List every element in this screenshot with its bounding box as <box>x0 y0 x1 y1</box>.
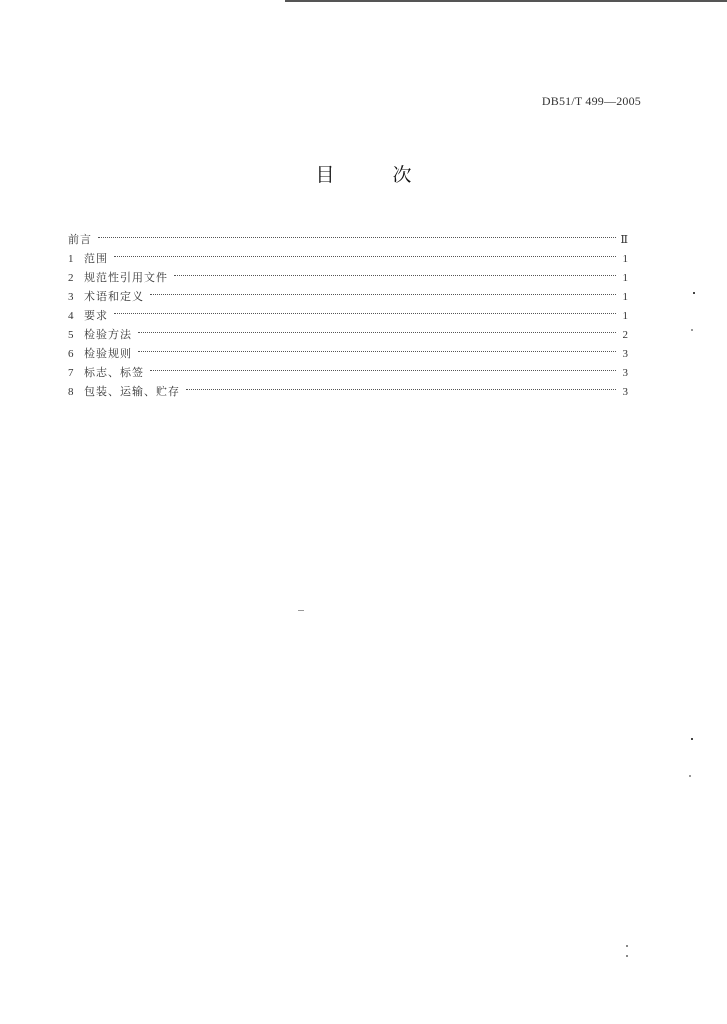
table-of-contents <box>68 224 628 398</box>
toc-entry-label: 规范性引用文件 <box>84 271 168 284</box>
toc-title-char-2: 次 <box>392 164 412 186</box>
toc-entry-page: 1 <box>622 253 628 265</box>
toc-entry-number: 3 <box>68 291 74 303</box>
toc-entry-normative-references[interactable] <box>68 262 628 284</box>
toc-entry-number: 5 <box>68 329 74 341</box>
toc-leader-dots <box>150 281 618 300</box>
top-edge-rule <box>285 0 727 2</box>
toc-entry-requirements[interactable] <box>68 300 628 322</box>
scan-speck <box>689 775 691 777</box>
toc-entry-scope[interactable] <box>68 243 628 265</box>
toc-entry-label: 前言 <box>68 233 92 246</box>
toc-entry-label: 检验规则 <box>84 347 132 360</box>
toc-entry-label: 包装、运输、贮存 <box>84 385 180 398</box>
toc-entry-page: 1 <box>622 272 628 284</box>
scan-speck <box>693 292 695 294</box>
document-code: DB51/T 499—2005 <box>541 94 641 108</box>
toc-title-char-1: 目 <box>315 164 335 186</box>
toc-entry-page: 3 <box>622 348 628 360</box>
toc-entry-number: 7 <box>68 367 74 379</box>
toc-entry-label: 检验方法 <box>84 328 132 341</box>
toc-entry-page: 1 <box>622 310 628 322</box>
toc-entry-label: 要求 <box>84 309 108 322</box>
toc-entry-label: 术语和定义 <box>84 290 144 303</box>
scan-speck <box>626 955 628 957</box>
toc-leader-dots <box>114 300 618 319</box>
toc-entry-inspection-rules[interactable] <box>68 338 628 360</box>
toc-entry-page: 1 <box>622 291 628 303</box>
toc-entry-foreword[interactable] <box>68 224 628 246</box>
scan-speck <box>298 610 304 611</box>
toc-leader-dots <box>174 262 618 281</box>
scan-speck <box>691 738 693 740</box>
toc-entry-page: 3 <box>622 367 628 379</box>
toc-entry-number: 4 <box>68 310 74 322</box>
toc-entry-terms-definitions[interactable] <box>68 281 628 303</box>
toc-title <box>0 160 727 187</box>
toc-entry-page: 3 <box>622 386 628 398</box>
toc-entry-page: 2 <box>622 329 628 341</box>
toc-entry-page: Ⅱ <box>620 234 628 246</box>
toc-leader-dots <box>150 357 618 376</box>
toc-entry-label: 标志、标签 <box>84 366 144 379</box>
toc-entry-number: 6 <box>68 348 74 360</box>
toc-entry-number: 2 <box>68 272 74 284</box>
toc-leader-dots <box>186 376 618 395</box>
toc-entry-test-methods[interactable] <box>68 319 628 341</box>
toc-leader-dots <box>138 338 618 357</box>
toc-leader-dots <box>114 243 618 262</box>
toc-entry-label: 范围 <box>84 252 108 265</box>
toc-leader-dots <box>138 319 618 338</box>
toc-leader-dots <box>98 224 618 243</box>
scan-speck <box>626 945 628 947</box>
scan-speck <box>691 329 693 331</box>
toc-entry-number: 8 <box>68 386 74 398</box>
toc-entry-number: 1 <box>68 253 74 265</box>
toc-entry-marking-labeling[interactable] <box>68 357 628 379</box>
toc-entry-packaging-transport-storage[interactable] <box>68 376 628 398</box>
